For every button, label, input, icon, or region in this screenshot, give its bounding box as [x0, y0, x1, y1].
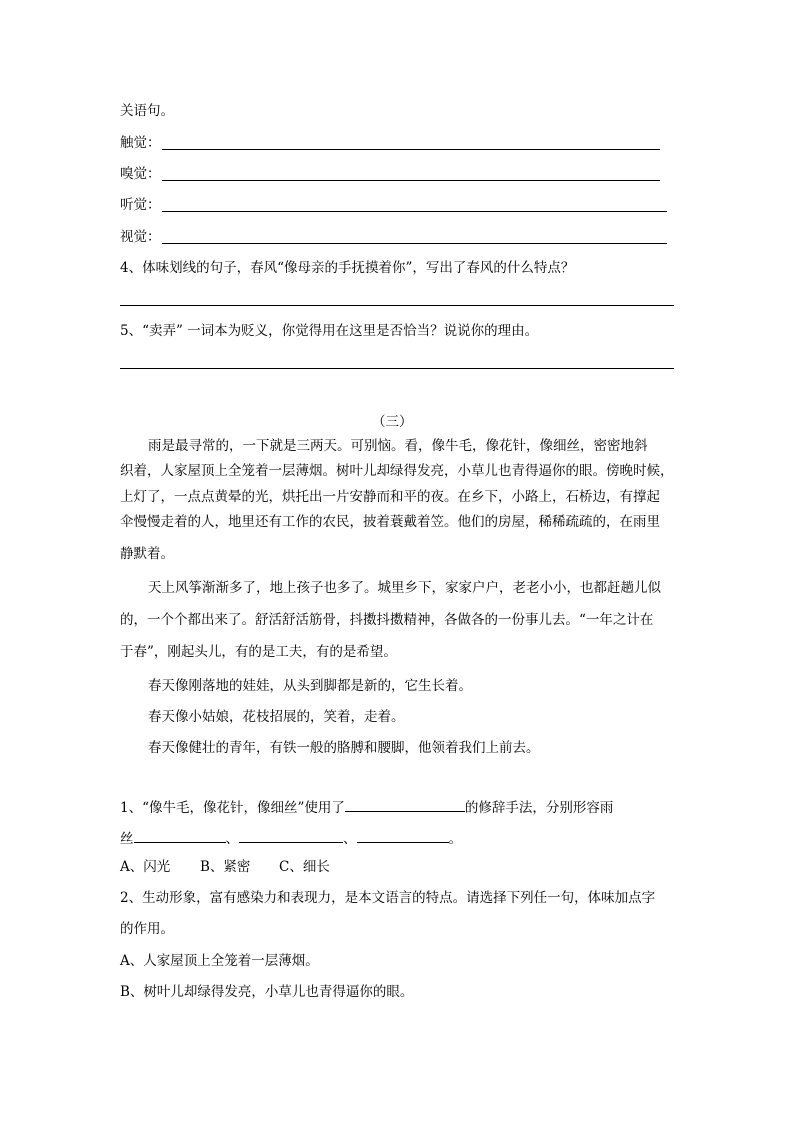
smell-answer-line	[162, 180, 660, 181]
passage-para4: 春天像小姑娘，花枝招展的，笑着，走着。	[148, 709, 405, 725]
question-2-line1: 2、生动形象，富有感染力和表现力，是本文语言的特点。请选择下列任一句，体味加点字	[120, 890, 656, 906]
option-a: A、闪光	[120, 859, 171, 875]
question-2-option-b: B、树叶儿却绿得发亮，小草儿也青得逼你的眼。	[120, 984, 414, 1000]
option-c: C、细长	[279, 859, 330, 875]
passage-para3: 春天像刚落地的娃娃，从头到脚都是新的，它生长着。	[148, 678, 472, 694]
passage-para1-line1: 雨是最寻常的，一下就是三两天。可别恼。看，像牛毛，像花针，像细丝，密密地斜	[148, 438, 648, 454]
hearing-label: 听觉：	[120, 197, 161, 213]
question-2-line2: 的作用。	[120, 921, 174, 937]
question-5-answer-line	[120, 368, 674, 369]
passage-para1-line2: 织着，人家屋顶上全笼着一层薄烟。树叶儿却绿得发亮，小草儿也青得逼你的眼。傍晚时候，	[120, 463, 674, 479]
blank-3[interactable]	[357, 826, 449, 843]
passage-para1-line5: 静默着。	[120, 546, 174, 562]
blank-1[interactable]	[134, 826, 226, 843]
section-heading: （三）	[372, 414, 413, 430]
blank-2[interactable]	[239, 826, 343, 843]
touch-answer-line	[162, 149, 660, 150]
question-1-line2-start: 丝	[120, 831, 134, 847]
rhetoric-answer-blank[interactable]	[345, 795, 465, 812]
touch-label: 触觉：	[120, 135, 161, 151]
option-b: B、紧密	[200, 859, 251, 875]
end-punct: 。	[448, 831, 462, 847]
question-1-line1	[120, 795, 613, 818]
question-2-option-a: A、人家屋顶上全笼着一层薄烟。	[120, 953, 319, 969]
sight-answer-line	[162, 243, 667, 244]
smell-label: 嗅觉：	[120, 166, 161, 182]
question-1-text-a: 1、“像牛毛，像花针，像细丝”使用了	[120, 800, 345, 816]
passage-para1-line3: 上灯了，一点点黄晕的光，烘托出一片安静而和平的夜。在乡下，小路上，石桥边，有撑起	[120, 489, 660, 505]
passage-para1-line4: 伞慢慢走着的人，地里还有工作的农民，披着蓑戴着笠。他们的房屋，稀稀疏疏的，在雨里	[120, 514, 660, 530]
question-1-text-b: 的修辞手法，分别形容雨	[464, 800, 614, 816]
hearing-answer-line	[162, 211, 667, 212]
question-1-line2	[120, 826, 462, 849]
question-4: 4、体味划线的句子，春风“像母亲的手抚摸着你”，写出了春风的什么特点？	[120, 260, 575, 276]
passage-para2-line2: 的，一个个都出来了。舒活舒活筋骨，抖擞抖擞精神，各做各的一份事儿去。“一年之计在	[120, 612, 654, 628]
sight-label: 视觉：	[120, 229, 161, 245]
separator-1: 、	[225, 831, 239, 847]
passage-para5: 春天像健壮的青年，有铁一般的胳膊和腰脚，他领着我们上前去。	[148, 740, 540, 756]
separator-2: 、	[343, 831, 357, 847]
question-5: 5、“卖弄” 一词本为贬义，你觉得用在这里是否恰当？说说你的理由。	[120, 323, 539, 339]
intro-text: 关语句。	[120, 103, 174, 119]
question-4-answer-line	[120, 305, 674, 306]
passage-para2-line3: 于春”，刚起头儿，有的是工夫，有的是希望。	[120, 644, 397, 660]
passage-para2-line1: 天上风筝渐渐多了，地上孩子也多了。城里乡下，家家户户，老老小小，也都赶趟儿似	[148, 580, 661, 596]
